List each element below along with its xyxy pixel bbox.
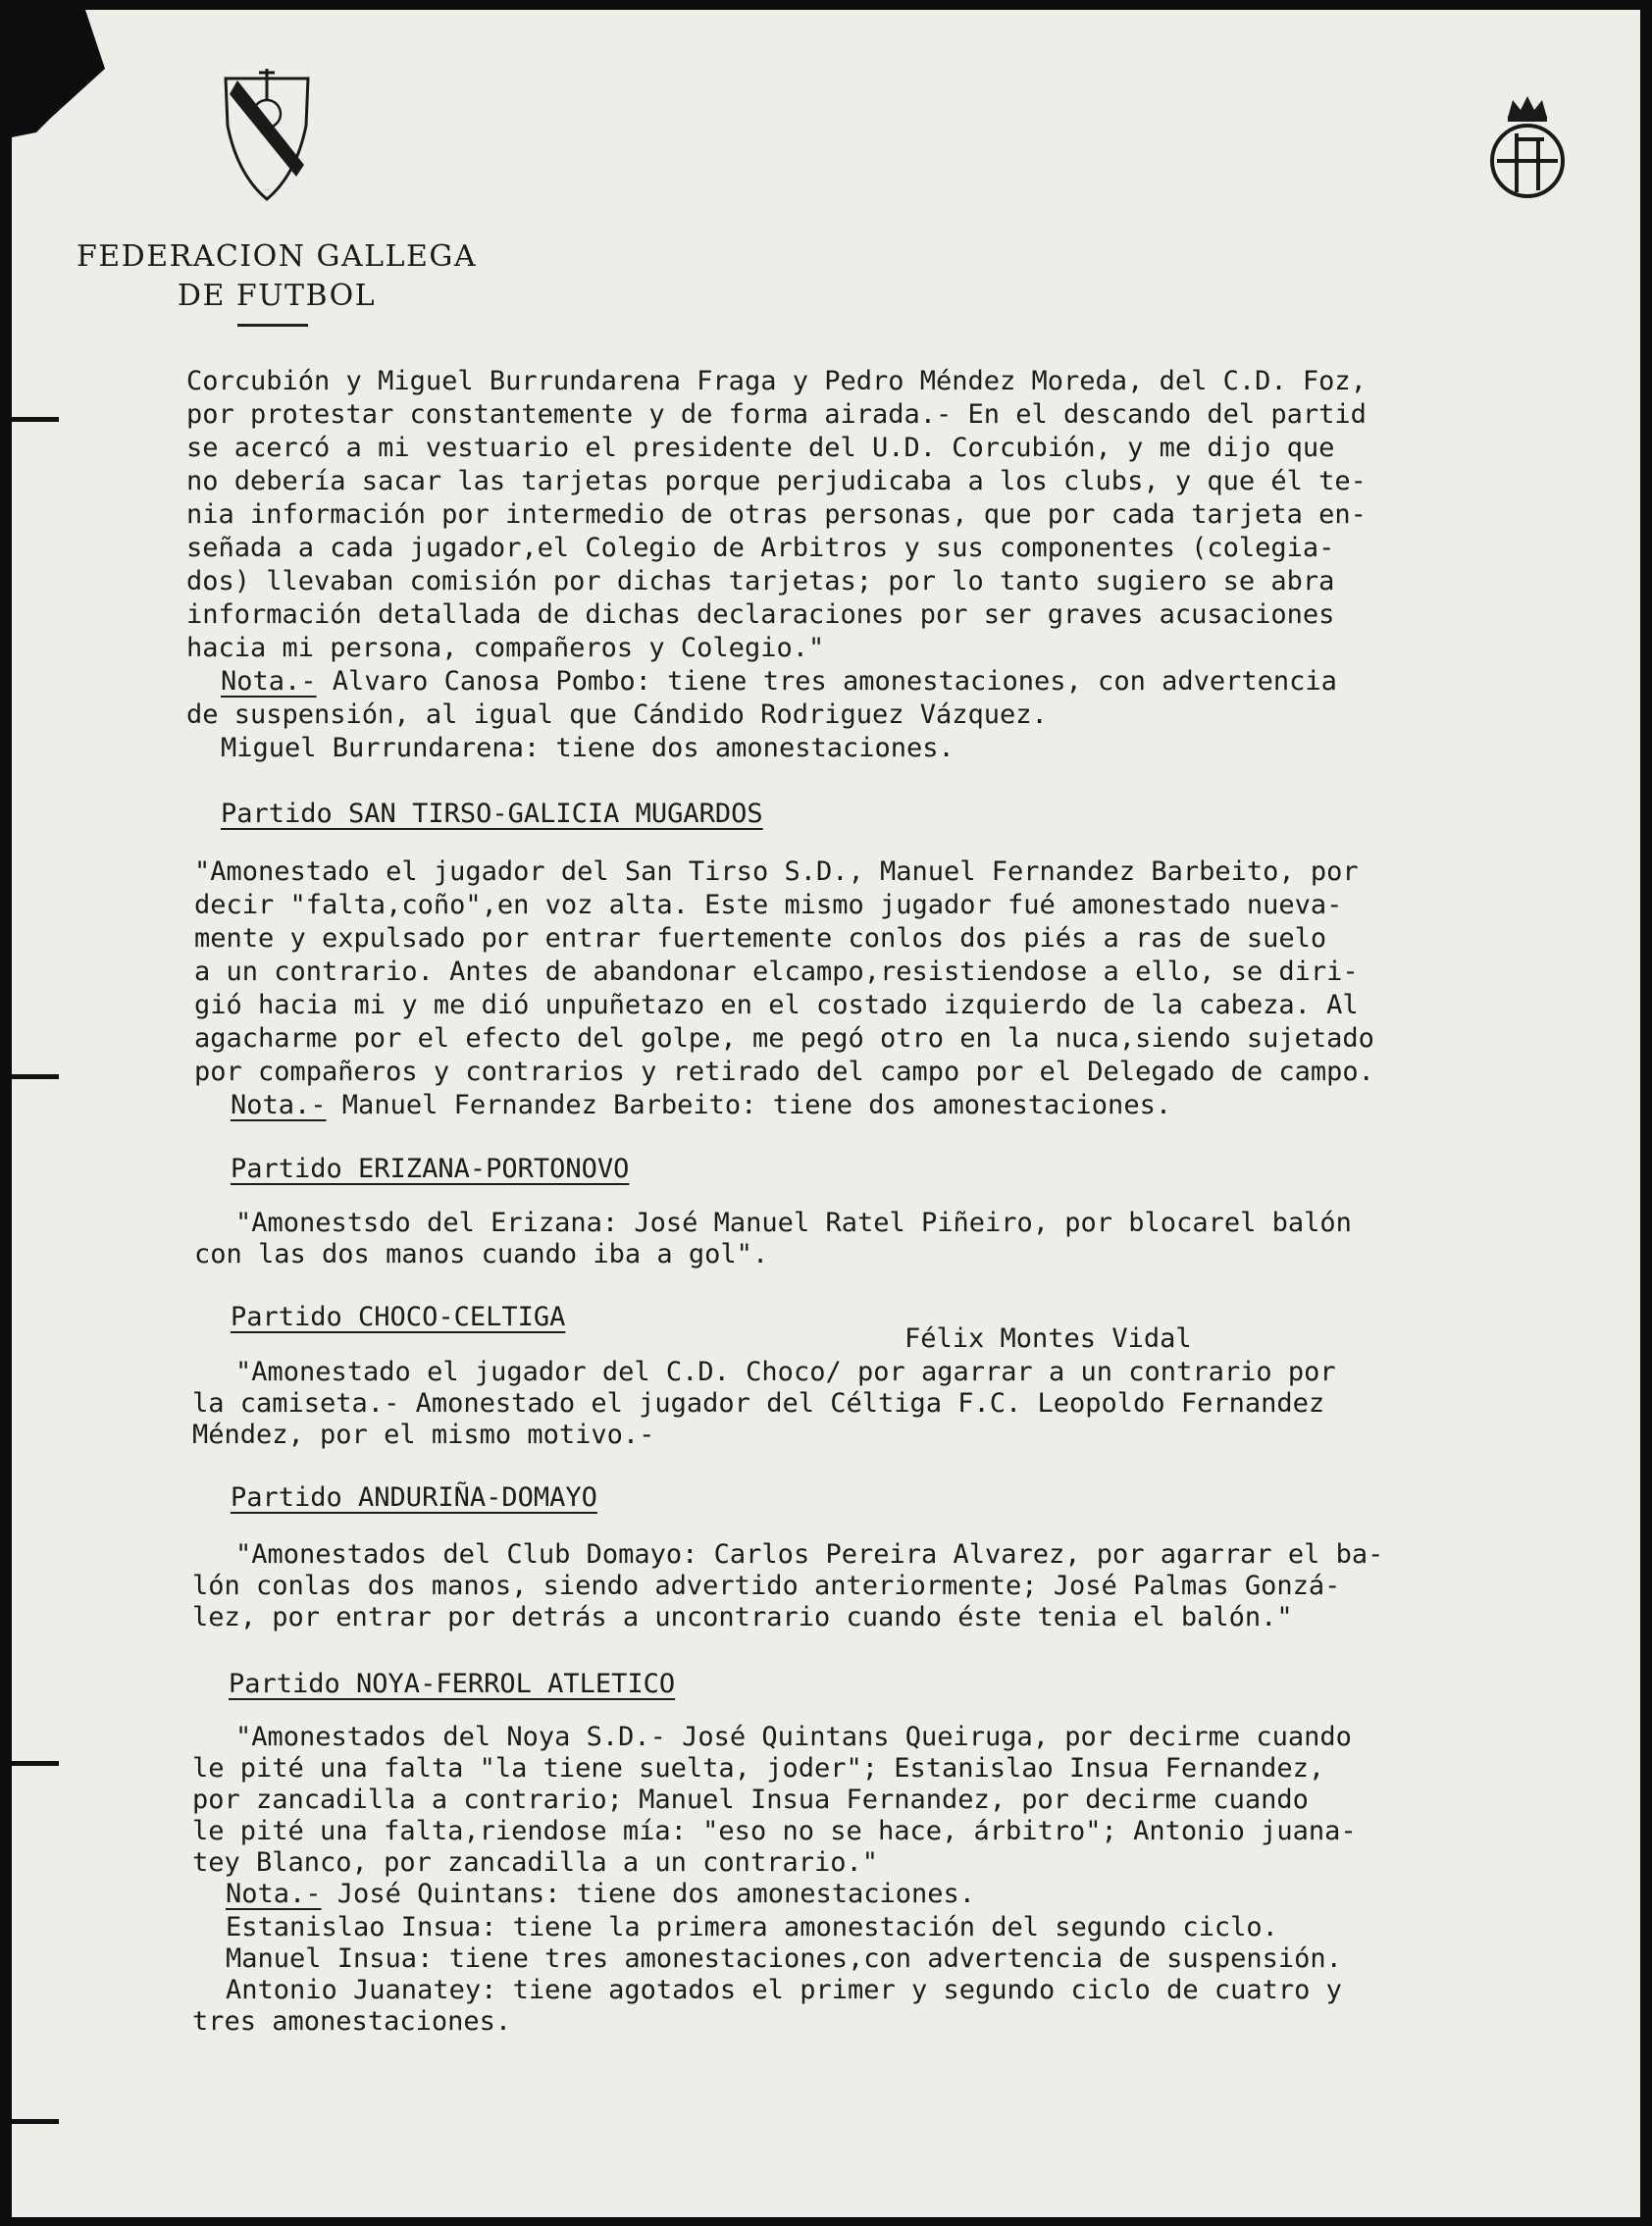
body-line: no debería sacar las tarjetas porque perjudicaba a los clubs, y que él te- — [186, 466, 1367, 496]
section-heading: Partido ANDURIÑA-DOMAYO — [231, 1482, 597, 1513]
body-line: nia información por intermedio de otras personas, que por cada tarjeta en- — [186, 499, 1367, 530]
body-line: mente y expulsado por entrar fuertemente conlos dos piés a ras de suelo — [194, 923, 1327, 954]
nota-label: Nota.- — [231, 1090, 327, 1120]
nota-line — [231, 1089, 1171, 1122]
body-line: Antonio Juanatey: tiene agotados el primer y segundo ciclo de cuatro y — [226, 1975, 1342, 2005]
body-line: por protestar constantemente y de forma airada.- En el descando del partid — [186, 399, 1367, 430]
nota-line — [226, 1878, 975, 1911]
nota-text: José Quintans: tiene dos amonestaciones. — [321, 1879, 976, 1909]
federation-line-1: FEDERACION GALLEGA — [76, 239, 478, 274]
body-line: tres amonestaciones. — [192, 2006, 512, 2037]
nota-text: Manuel Fernandez Barbeito: tiene dos amonestaciones. — [326, 1090, 1172, 1120]
body-line: señada a cada jugador,el Colegio de Arbitros y sus componentes (colegia- — [186, 533, 1335, 563]
body-line: por compañeros y contrarios y retirado del campo por el Delegado de campo. — [194, 1057, 1374, 1087]
body-line: tey Blanco, por zancadilla a un contrario." — [192, 1847, 878, 1878]
section-heading: Partido NOYA-FERROL ATLETICO — [229, 1669, 676, 1699]
body-line: le pité una falta,riendose mía: "eso no se hace, árbitro"; Antonio juana- — [192, 1816, 1357, 1846]
body-line: Méndez, por el mismo motivo.- — [192, 1420, 655, 1450]
body-line: "Amonestados del Club Domayo: Carlos Pereira Alvarez, por agarrar el ba- — [235, 1539, 1384, 1570]
federation-line-2: DE FUTBOL — [177, 279, 377, 313]
nota-line — [221, 665, 1337, 699]
body-line: dos) llevaban comisión por dichas tarjetas; por lo tanto sugiero se abra — [186, 566, 1335, 596]
body-line: Manuel Insua: tiene tres amonestaciones,con advertencia de suspensión. — [226, 1943, 1342, 1974]
body-line: a un contrario. Antes de abandonar elcampo,resistiendose a ello, se diri- — [194, 957, 1359, 987]
body-line: la camiseta.- Amonestado el jugador del Céltiga F.C. Leopoldo Fernandez — [192, 1388, 1325, 1419]
body-line: lón conlas dos manos, siendo advertido anteriormente; José Palmas Gonzá- — [192, 1571, 1341, 1601]
body-line: "Amonestado el jugador del San Tirso S.D., Manuel Fernandez Barbeito, por — [194, 856, 1359, 887]
section-heading: Partido CHOCO-CELTIGA — [231, 1302, 566, 1332]
body-line: con las dos manos cuando iba a gol". — [194, 1239, 769, 1269]
body-line: le pité una falta "la tiene suelta, joder"; Estanislao Insua Fernandez, — [192, 1753, 1325, 1784]
section-heading: Partido SAN TIRSO-GALICIA MUGARDOS — [221, 799, 763, 829]
body-line: decir "falta,coño",en voz alta. Este mismo jugador fué amonestado nueva- — [194, 890, 1343, 920]
body-line: hacia mi persona, compañeros y Colegio." — [186, 633, 825, 663]
body-line: de suspensión, al igual que Cándido Rodriguez Vázquez. — [186, 699, 1048, 730]
body-line: lez, por entrar por detrás a uncontrario cuando éste tenia el balón." — [192, 1602, 1293, 1632]
body-line: por zancadilla a contrario; Manuel Insua Fernandez, por decirme cuando — [192, 1785, 1309, 1815]
nota-label: Nota.- — [221, 666, 317, 697]
section-heading: Partido ERIZANA-PORTONOVO — [231, 1154, 630, 1184]
nota-text: Alvaro Canosa Pombo: tiene tres amonestaciones, con advertencia — [316, 666, 1337, 697]
body-line: "Amonestados del Noya S.D.- José Quintans Queiruga, por decirme cuando — [235, 1722, 1352, 1752]
body-line: se acercó a mi vestuario el presidente del U.D. Corcubión, y me dijo que — [186, 433, 1335, 463]
body-line: "Amonestado el jugador del C.D. Choco/ por agarrar a un contrario por — [235, 1357, 1336, 1387]
inserted-name: Félix Montes Vidal — [904, 1323, 1192, 1354]
body-line: Corcubión y Miguel Burrundarena Fraga y Pedro Méndez Moreda, del C.D. Foz, — [186, 366, 1367, 396]
body-line: Estanislao Insua: tiene la primera amonestación del segundo ciclo. — [226, 1912, 1278, 1942]
body-line: gió hacia mi y me dió unpuñetazo en el costado izquierdo de la cabeza. Al — [194, 990, 1359, 1020]
body-line: información detallada de dichas declaraciones por ser graves acusaciones — [186, 599, 1335, 630]
nota-label: Nota.- — [226, 1879, 322, 1909]
body-line: Miguel Burrundarena: tiene dos amonestaciones. — [221, 733, 955, 763]
body-line: "Amonestsdo del Erizana: José Manuel Ratel Piñeiro, por blocarel balón — [235, 1208, 1352, 1238]
body-line: agacharme por el efecto del golpe, me pegó otro en la nuca,siendo sujetado — [194, 1023, 1374, 1054]
